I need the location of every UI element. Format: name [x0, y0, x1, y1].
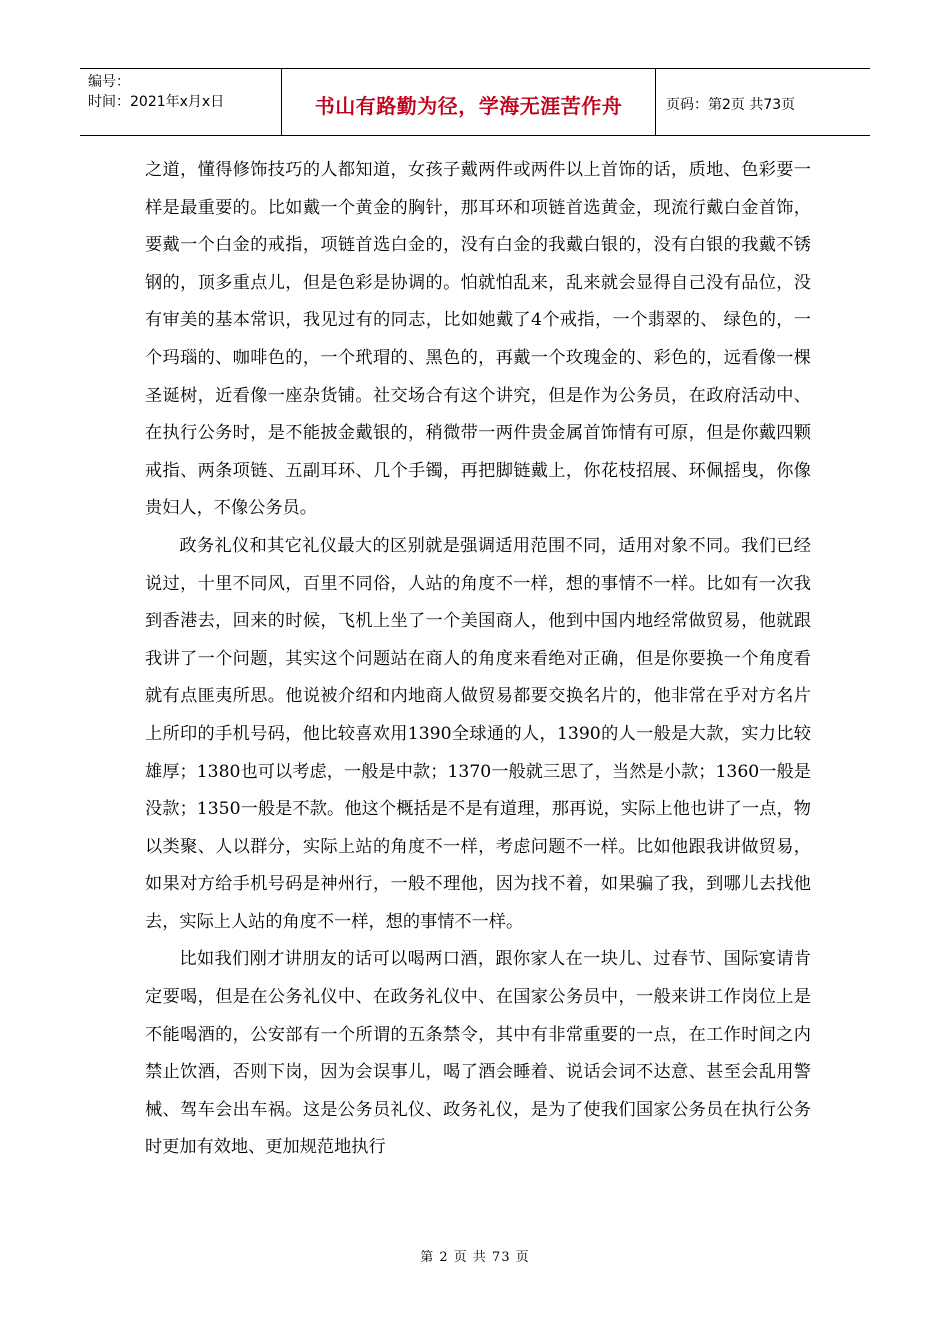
header-meta	[80, 69, 282, 135]
header-motto: 书山有路勤为径，学海无涯苦作舟	[282, 69, 656, 135]
paragraph: 比如我们刚才讲朋友的话可以喝两口酒，跟你家人在一块儿、过春节、国际宴请肯定要喝，但是在公务礼仪中、在政务礼仪中、在国家公务员中，一般来讲工作岗位上是不能喝酒的，公安部有一个所谓的五条禁令，其中有非常重要的一点，在工作时间之内禁止饮酒，否则下岗，因为会误事儿，喝了酒会睡着、说话会词不达意、甚至会乱用警械、驾车会出车祸。这是公务员礼仪、政务礼仪，是为了使我们国家公务员在执行公务时更加有效地、更加规范地执行	[145, 949, 811, 1158]
paragraph: 政务礼仪和其它礼仪最大的区别就是强调适用范围不同，适用对象不同。我们已经说过，十里不同风，百里不同俗，人站的角度不一样，想的事情不一样。比如有一次我到香港去，回来的时候，飞机上坐了一个美国商人，他到中国内地经常做贸易，他就跟我讲了一个问题，其实这个问题站在商人的角度来看绝对正确，但是你要换一个角度看就有点匪夷所思。他说被介绍和内地商人做贸易都要交换名片的，他非常在乎对方名片上所印的手机号码，他比较喜欢用1390全球通的人，1390的人一般是大款，实力比较雄厚；1380也可以考虑，一般是中款；1370一般就三思了，当然是小款；1360一般是没款；1350一般是不款。他这个概括是不是有道理，那再说，实际上他也讲了一点，物以类聚、人以群分，实际上站的角度不一样，考虑问题不一样。比如他跟我讲做贸易，如果对方给手机号码是神州行，一般不理他，因为找不着，如果骗了我，到哪儿去找他去，实际上人站的角度不一样，想的事情不一样。	[145, 535, 811, 932]
page-header	[80, 68, 870, 136]
page-footer: 第 2 页 共 73 页	[420, 1250, 530, 1265]
document-number-label: 编号：	[88, 74, 130, 90]
document-body	[145, 152, 811, 1167]
header-page-info: 页码：第2页 共73页	[666, 97, 796, 113]
paragraph-continuation: 之道，懂得修饰技巧的人都知道，女孩子戴两件或两件以上首饰的话，质地、色彩要一样是最重要的。比如戴一个黄金的胸针，那耳环和项链首选黄金，现流行戴白金首饰，要戴一个白金的戒指，项链首选白金的，没有白金的我戴白银的，没有白银的我戴不锈钢的，顶多重点儿，但是色彩是协调的。怕就怕乱来，乱来就会显得自己没有品位，没有审美的基本常识，我见过有的同志，比如她戴了4个戒指，一个翡翠的、 绿色的，一个玛瑙的、咖啡色的，一个玳瑁的、黑色的，再戴一个玫瑰金的、彩色的，远看像一棵圣诞树，近看像一座杂货铺。社交场合有这个讲究，但是作为公务员，在政府活动中、在执行公务时，是不能披金戴银的，稍微带一两件贵金属首饰情有可原，但是你戴四颗戒指、两条项链、五副耳环、几个手镯，再把脚链戴上，你花枝招展、环佩摇曳，你像贵妇人，不像公务员。	[145, 160, 811, 519]
document-time-label: 时间：2021年x月x日	[88, 94, 225, 110]
